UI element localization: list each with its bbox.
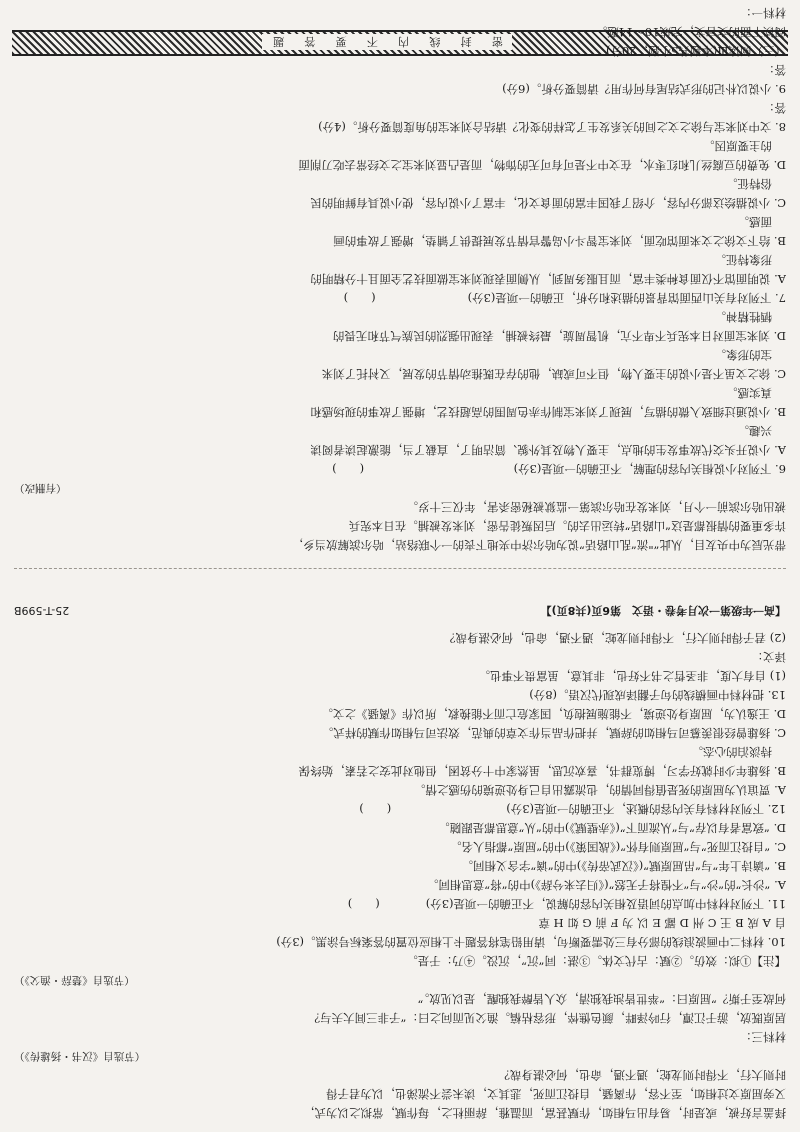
text-line: B. “谪诗上年”与“吊屈原赋”(《汉武帝传》)中的“谪”字含义相同。 bbox=[461, 859, 786, 873]
text-line: 俗特征。 bbox=[726, 177, 772, 191]
text-line: D. 王逸认为，屈原身处逆境，不能施展抱负，国家危亡而不能挽救，所以作《离骚》之文。 bbox=[321, 707, 786, 721]
text-line: 带光辰为中央友目，从此“"流“乱山路话”说为哈尔济中夹地下丧的一个联络站，哈尔滨解放当乡， bbox=[291, 538, 786, 552]
text-line: （三）阅读Ⅲ(本题共5小题，20分) bbox=[605, 44, 786, 58]
text-line: 形象特征。 bbox=[714, 253, 772, 267]
page-5 bbox=[14, 6, 786, 553]
banner-char: 不 bbox=[364, 35, 378, 48]
banner-char: 答 bbox=[302, 35, 316, 48]
text-line: 【注】①拟：效仿。②赋：古代文体。③湛：同“沉”，沉没。④乃：于是。 bbox=[406, 954, 786, 968]
page-6-body bbox=[14, 627, 786, 1121]
text-line: 9. 小说以朴记的形式结尾有何作用？请简要分析。(6分) bbox=[502, 82, 786, 96]
text-line: 8. 文中刘来宝与徐之文之间的关系发生了怎样的变化？请结合刘来宝的角度简要分析。(4分) bbox=[318, 120, 786, 134]
text-line: B. 扬雄年少时就好学习，博览群书，喜欢沉思，虽然家中十分贫困，但他对此安之若素，始终保 bbox=[298, 764, 786, 778]
banner-char: 题 bbox=[271, 35, 285, 48]
text-line: （有删改） bbox=[14, 482, 67, 494]
text-line: (2) 君子得时则大行，不得时则龙蛇，遇不遇，命也，何必湛身哉？ bbox=[444, 631, 786, 645]
page-6 bbox=[14, 586, 786, 1121]
text-line: 12. 下列对材料有关内容的概述，不正确的一项是(3分) ( ) bbox=[359, 802, 786, 816]
text-line: B. 小说通过细致入微的描写，展现了刘来宝制作赤色周围的高超技艺，增强了故事的现场感和 bbox=[310, 405, 786, 419]
text-line: D. 刘来宝面对日本宪兵不卑不亢，机智周旋，最终被捕，表现出强烈的民族气节和无畏的 bbox=[332, 329, 786, 343]
text-line: 7. 下列对有关山西面馆背景的描述和分析，正确的一项是(3分) ( ) bbox=[343, 291, 786, 305]
text-line: 材料一： bbox=[740, 6, 786, 20]
text-line: 阅读下面的文言文，完成10～14题。 bbox=[595, 25, 786, 39]
banner-char: 内 bbox=[396, 35, 410, 48]
text-line: B. 给下文徐之文来面馆吃面，刘来宝智斗小岛警官情节发展提供了铺垫，增强了故事的画 bbox=[333, 234, 786, 248]
text-line: A. 小说开头交代故事发生的地点，主要人物及其外貌、简洁明了，直截了当，能激起读者阅读 bbox=[310, 443, 786, 457]
banner-char: 线 bbox=[427, 35, 441, 48]
text-line: 真实感。 bbox=[726, 386, 772, 400]
text-line: 11. 下列对材料中加点的词语及相关内容的解说，不正确的一项是(3分) ( ) bbox=[347, 897, 786, 911]
text-line: D. 免费的豆腐丝儿和红枣水，在文中不是可有可无的饰物，而是凸显刘来宝之文经常去吃刀削面 bbox=[298, 158, 786, 172]
text-line: 13. 把材料中画横线的句子翻译成现代汉语。(8分) bbox=[529, 688, 786, 702]
text-line: 择盖言好被，或是时，易有出马相如，作赋甚富，而温雅，辞丽杜之，每作赋，常拟之以为式， bbox=[303, 1106, 786, 1120]
page-divider bbox=[14, 568, 786, 569]
text-line: 材料三： bbox=[740, 1030, 786, 1044]
text-line: 答： bbox=[763, 63, 786, 77]
text-line: 被出哈尔滨前一个月，刘来发在哈尔滨第一监狱被秘密杀害，年仅三十岁。 bbox=[406, 500, 786, 514]
text-line: D. “致富者有以存”与“从流而下”(《赤壁赋》)中的“从”意思都是跟随。 bbox=[438, 821, 786, 835]
text-line: 何故至于斯？”屈原曰：“举世皆浊我独清，众人皆醉我独醒，是以见放。” bbox=[417, 992, 786, 1006]
banner-char: 要 bbox=[333, 35, 347, 48]
text-line: 又旁屈原文过相如，至不容，作离骚，自投江而死，悲其文，读未尝不流涕也，以为君子得 bbox=[326, 1087, 786, 1101]
text-line: 居原既放，游于江潭，行吟泽畔，颜色憔悴，形容枯槁。渔父见而问之曰：“子非三闾大夫与？ bbox=[308, 1011, 786, 1025]
text-line: 的主要原因。 bbox=[703, 139, 772, 153]
text-line: A. 说明面馆不仅面食种类丰富，而且服务周到，从侧面表现刘来宝做面技艺全面且十分精明的 bbox=[310, 272, 786, 286]
text-line: 持淡泊的心态。 bbox=[691, 745, 772, 759]
text-line: 10. 材料二中画波浪线的部分有三处需要断句，请用铅笔将答题卡上相应位置的答案标号涂黑。(3分) bbox=[276, 935, 786, 949]
text-line: (1) 自有大度，非圣哲之书不好也，非其意，虽富贵不事也。 bbox=[478, 669, 786, 683]
text-line: 6. 下列对小说相关内容的理解，不正确的一项是(3分) ( ) bbox=[332, 462, 786, 476]
page-5-body bbox=[14, 0, 786, 553]
text-line: （节选自《楚辞・渔父》） bbox=[14, 974, 135, 986]
text-line bbox=[14, 0, 786, 2]
page-6-footer-code: 25-T-599B bbox=[14, 604, 70, 617]
text-line: A. “沙长”的“沙”与“不惶将子无怒”(《归去来兮辞》)中的“将”意思相同。 bbox=[426, 878, 786, 892]
text-line: 译文： bbox=[751, 650, 786, 664]
page-6-footer-title: 【高一年级第一次月考卷・语文 第6页(共8页)】 bbox=[540, 604, 786, 617]
text-line: （节选自《汉书・扬雄传》） bbox=[14, 1050, 146, 1062]
page-6-footer bbox=[14, 602, 786, 619]
text-line: C. 小说描绘这部分内容，介绍了我国丰富的面食文化，丰富了小说内容，使小说具有鲜明的民 bbox=[310, 196, 786, 210]
text-line: 许多重要的情报都是这“山路话”转运出去的。后因叛徒告密，刘来发被捕。在日本宪兵 bbox=[348, 519, 786, 533]
text-line: 自 A 成 B 王 C 州 D 鄙 E 以 为 F 前 G 如 H 章 bbox=[538, 916, 786, 930]
text-line: 时则大行，不得时则龙蛇，遇不遇，命也，何必湛身哉？ bbox=[498, 1068, 786, 1082]
banner-char: 封 bbox=[458, 35, 472, 48]
text-line: 宝的形象。 bbox=[714, 348, 772, 362]
text-line: C. 徐之文虽不是小说的主要人物，但不可或缺，他的存在既推动情节的发展，又衬托了刘来 bbox=[321, 367, 786, 381]
text-line: C. 扬雄曾经很羡慕司马相如的辞赋，并把作品当作文章的典范，效法司马相如作赋的样式。 bbox=[321, 726, 786, 740]
text-line: A. 贾谊认为屈原的死是值得同情的，也流露出自己身处逆境的伤感之情。 bbox=[413, 783, 786, 797]
text-line: C. “自投江而死”与“屈原则有怀”(《战国策》)中的“屈原”都指人名。 bbox=[450, 840, 786, 854]
banner-char: 密 bbox=[489, 35, 503, 48]
text-line: 答： bbox=[763, 101, 786, 115]
text-line: 面感。 bbox=[737, 215, 772, 229]
text-line: 兴趣。 bbox=[737, 424, 772, 438]
text-line: 牺牲精神。 bbox=[714, 310, 772, 324]
